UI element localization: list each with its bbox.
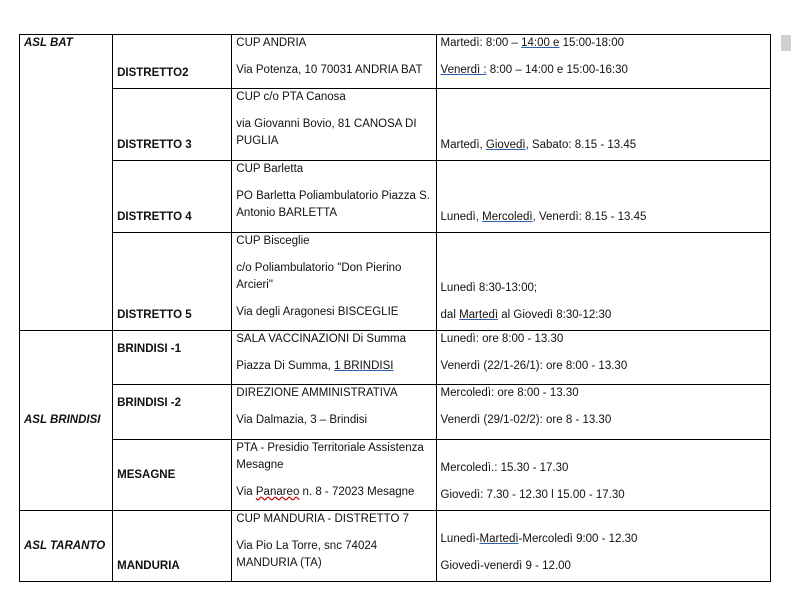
table-row [20, 35, 771, 89]
hours-cell: Lunedì 8:30-13:00; dal Martedì al Giovedì 8:30-12:30 [436, 233, 770, 331]
hours-cell: Lunedì, Mercoledì, Venerdì: 8.15 - 13.45 [436, 161, 770, 233]
location-cell: PTA - Presidio Territoriale Assistenza Mesagne Via Panareo n. 8 - 72023 Mesagne [232, 440, 436, 511]
hours-cell: Mercoledì.: 15.30 - 17.30 Giovedì: 7.30 - 12.30 l 15.00 - 17.30 [436, 440, 770, 511]
asl-cell: ASL TARANTO [20, 511, 113, 582]
hours-cell: Martedì: 8:00 – 14:00 e 15:00-18:00 Venerdì : 8:00 – 14:00 e 15:00-16:30 [436, 35, 770, 89]
asl-cell: ASL BRINDISI [20, 331, 113, 511]
table-row [20, 511, 771, 582]
hours-cell: Lunedì: ore 8:00 - 13.30 Venerdì (22/1-26/1): ore 8:00 - 13.30 [436, 331, 770, 385]
location-cell: CUP ANDRIA Via Potenza, 10 70031 ANDRIA BAT [232, 35, 436, 89]
asl-cell: ASL BAT [20, 35, 113, 331]
location-cell: CUP MANDURIA - DISTRETTO 7 Via Pio La Torre, snc 74024 MANDURIA (TA) [232, 511, 436, 582]
district-cell: MESAGNE [113, 440, 232, 511]
location-cell: CUP c/o PTA Canosa via Giovanni Bovio, 81 CANOSA DI PUGLIA [232, 89, 436, 161]
location-cell: CUP Bisceglie c/o Poliambulatorio "Don Pierino Arcieri" Via degli Aragonesi BISCEGLIE [232, 233, 436, 331]
hours-cell: Mercoledì: ore 8:00 - 13.30 Venerdì (29/1-02/2): ore 8 - 13.30 [436, 385, 770, 440]
table-row [20, 89, 771, 161]
scrollbar-thumb[interactable] [781, 35, 791, 51]
location-cell: DIREZIONE AMMINISTRATIVA Via Dalmazia, 3 – Brindisi [232, 385, 436, 440]
table-row [20, 440, 771, 511]
table-row [20, 161, 771, 233]
district-cell: BRINDISI -2 [113, 385, 232, 440]
table-row [20, 233, 771, 331]
location-cell: SALA VACCINAZIONI Di Summa Piazza Di Summa, 1 BRINDISI [232, 331, 436, 385]
schedule-table [19, 34, 771, 582]
district-cell: DISTRETTO 3 [113, 89, 232, 161]
location-cell: CUP Barletta PO Barletta Poliambulatorio Piazza S. Antonio BARLETTA [232, 161, 436, 233]
table-row [20, 385, 771, 440]
hours-cell: Martedì, Giovedì, Sabato: 8.15 - 13.45 [436, 89, 770, 161]
district-cell: DISTRETTO 5 [113, 233, 232, 331]
district-cell: DISTRETTO 4 [113, 161, 232, 233]
district-cell: BRINDISI -1 [113, 331, 232, 385]
district-cell: DISTRETTO2 [113, 35, 232, 89]
table-row [20, 331, 771, 385]
district-cell: MANDURIA [113, 511, 232, 582]
hours-cell: Lunedì-Martedì-Mercoledì 9:00 - 12.30 Giovedì-venerdì 9 - 12.00 [436, 511, 770, 582]
